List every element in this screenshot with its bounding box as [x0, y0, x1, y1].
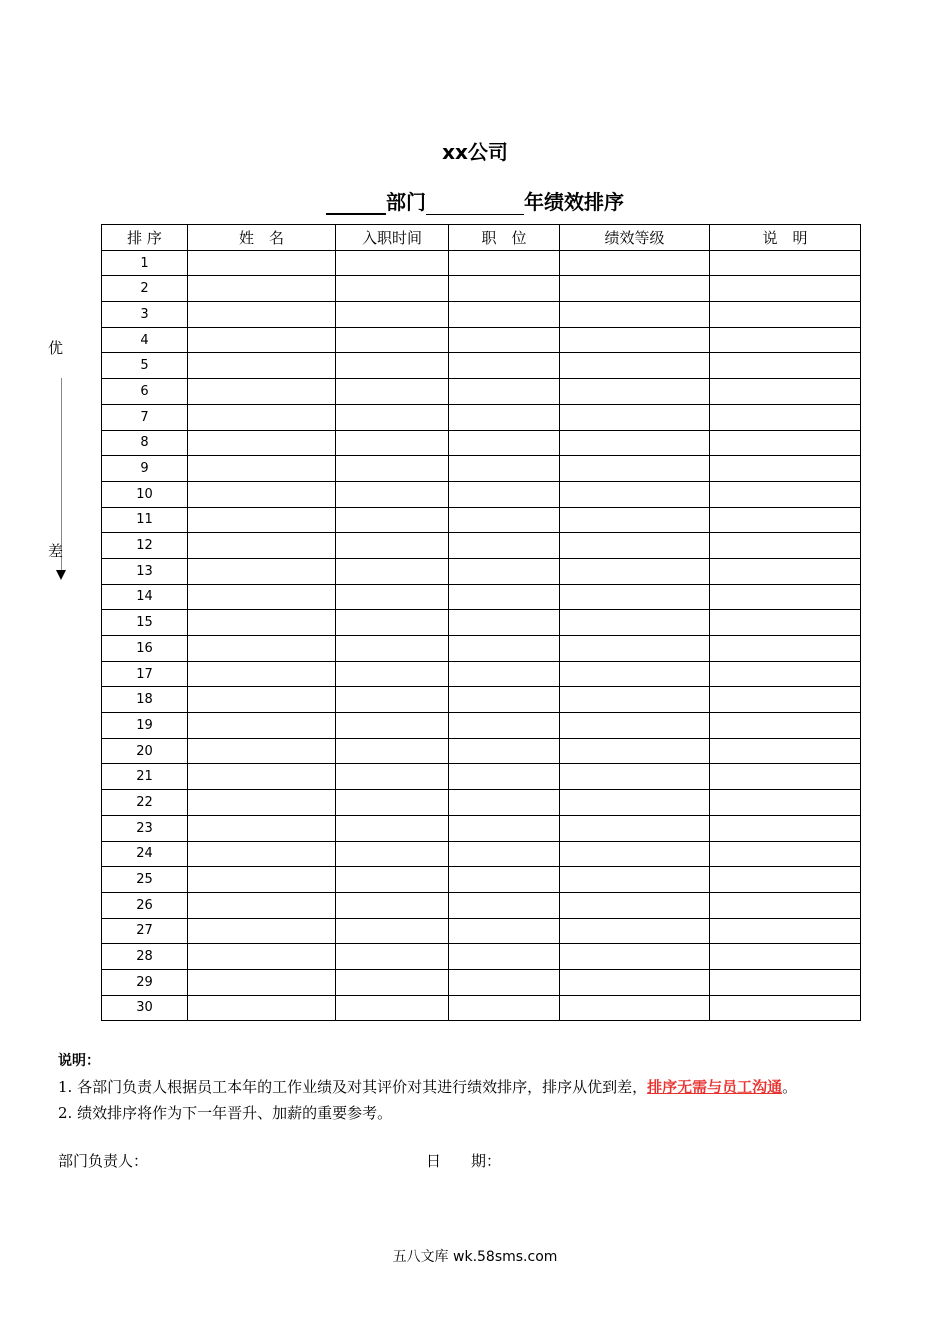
table-row — [102, 379, 861, 405]
position-cell[interactable] — [449, 969, 560, 995]
arrow-down-icon — [56, 570, 66, 580]
name-cell[interactable] — [188, 404, 336, 430]
name-cell[interactable] — [188, 841, 336, 867]
hire-date-cell[interactable] — [336, 302, 449, 328]
notes-section — [58, 1048, 797, 1126]
name-cell[interactable] — [188, 558, 336, 584]
position-cell[interactable] — [449, 250, 560, 276]
grade-cell[interactable] — [560, 995, 710, 1021]
table-row — [102, 250, 861, 276]
name-cell[interactable] — [188, 969, 336, 995]
year-blank[interactable] — [426, 192, 524, 215]
grade-cell[interactable] — [560, 841, 710, 867]
table-row — [102, 404, 861, 430]
table-row — [102, 302, 861, 328]
hire-date-cell[interactable] — [336, 687, 449, 713]
title-rest-label: 年绩效排序 — [524, 190, 624, 214]
hire-date-cell[interactable] — [336, 610, 449, 636]
name-cell[interactable] — [188, 790, 336, 816]
grade-cell[interactable] — [560, 764, 710, 790]
name-cell[interactable] — [188, 610, 336, 636]
table-row — [102, 738, 861, 764]
table-row — [102, 892, 861, 918]
rank-number-cell: 14 — [102, 584, 188, 610]
table-row — [102, 867, 861, 893]
grade-cell[interactable] — [560, 353, 710, 379]
grade-cell[interactable] — [560, 687, 710, 713]
table-row — [102, 610, 861, 636]
hire-date-cell[interactable] — [336, 533, 449, 559]
hire-date-cell[interactable] — [336, 404, 449, 430]
remarks-cell[interactable] — [710, 430, 861, 456]
remarks-cell[interactable] — [710, 867, 861, 893]
remarks-cell[interactable] — [710, 661, 861, 687]
remarks-cell[interactable] — [710, 276, 861, 302]
position-cell[interactable] — [449, 481, 560, 507]
rank-number-cell: 1 — [102, 250, 188, 276]
rank-number-cell: 11 — [102, 507, 188, 533]
grade-cell[interactable] — [560, 404, 710, 430]
page-title — [0, 186, 950, 215]
position-cell[interactable] — [449, 353, 560, 379]
name-cell[interactable] — [188, 353, 336, 379]
name-cell[interactable] — [188, 892, 336, 918]
column-header-position: 职 位 — [449, 225, 560, 251]
rank-number-cell: 20 — [102, 738, 188, 764]
hire-date-cell[interactable] — [336, 430, 449, 456]
grade-cell[interactable] — [560, 944, 710, 970]
hire-date-cell[interactable] — [336, 713, 449, 739]
notes-heading: 说明： — [58, 1053, 100, 1069]
grade-cell[interactable] — [560, 790, 710, 816]
position-cell[interactable] — [449, 687, 560, 713]
side-label-best: 优 — [48, 339, 64, 357]
name-cell[interactable] — [188, 250, 336, 276]
remarks-cell[interactable] — [710, 481, 861, 507]
remarks-cell[interactable] — [710, 404, 861, 430]
rank-number-cell: 12 — [102, 533, 188, 559]
table-row — [102, 276, 861, 302]
position-cell[interactable] — [449, 918, 560, 944]
remarks-cell[interactable] — [710, 944, 861, 970]
name-cell[interactable] — [188, 507, 336, 533]
notes-item-1-highlight: 排序无需与员工沟通 — [647, 1078, 783, 1096]
hire-date-cell[interactable] — [336, 764, 449, 790]
rank-number-cell: 21 — [102, 764, 188, 790]
column-header-remarks: 说 明 — [710, 225, 861, 251]
name-cell[interactable] — [188, 636, 336, 662]
rank-number-cell: 18 — [102, 687, 188, 713]
rank-number-cell: 24 — [102, 841, 188, 867]
name-cell[interactable] — [188, 918, 336, 944]
table-row — [102, 533, 861, 559]
hire-date-cell[interactable] — [336, 815, 449, 841]
position-cell[interactable] — [449, 456, 560, 482]
rank-number-cell: 22 — [102, 790, 188, 816]
rank-number-cell: 16 — [102, 636, 188, 662]
notes-item-1-end: 。 — [782, 1078, 798, 1096]
name-cell[interactable] — [188, 995, 336, 1021]
rank-number-cell: 19 — [102, 713, 188, 739]
hire-date-cell[interactable] — [336, 944, 449, 970]
table-row — [102, 661, 861, 687]
column-header-name: 姓 名 — [188, 225, 336, 251]
table-row — [102, 841, 861, 867]
grade-cell[interactable] — [560, 456, 710, 482]
remarks-cell[interactable] — [710, 302, 861, 328]
grade-cell[interactable] — [560, 507, 710, 533]
rank-number-cell: 10 — [102, 481, 188, 507]
hire-date-cell[interactable] — [336, 250, 449, 276]
remarks-cell[interactable] — [710, 764, 861, 790]
name-cell[interactable] — [188, 713, 336, 739]
grade-cell[interactable] — [560, 815, 710, 841]
grade-cell[interactable] — [560, 327, 710, 353]
table-row — [102, 327, 861, 353]
remarks-cell[interactable] — [710, 790, 861, 816]
footer-watermark: 五八文库 wk.58sms.com — [392, 1249, 558, 1265]
position-cell[interactable] — [449, 507, 560, 533]
grade-cell[interactable] — [560, 533, 710, 559]
table-row — [102, 944, 861, 970]
hire-date-cell[interactable] — [336, 327, 449, 353]
dept-head-signature-label: 部门负责人： — [58, 1152, 149, 1170]
rank-number-cell: 28 — [102, 944, 188, 970]
table-row — [102, 995, 861, 1021]
remarks-cell[interactable] — [710, 713, 861, 739]
name-cell[interactable] — [188, 867, 336, 893]
remarks-cell[interactable] — [710, 327, 861, 353]
name-cell[interactable] — [188, 584, 336, 610]
hire-date-cell[interactable] — [336, 790, 449, 816]
table-row — [102, 969, 861, 995]
name-cell[interactable] — [188, 430, 336, 456]
remarks-cell[interactable] — [710, 815, 861, 841]
position-cell[interactable] — [449, 636, 560, 662]
hire-date-cell[interactable] — [336, 636, 449, 662]
remarks-cell[interactable] — [710, 610, 861, 636]
notes-item-1-text: 1. 各部门负责人根据员工本年的工作业绩及对其评价对其进行绩效排序，排序从优到差， — [58, 1078, 648, 1096]
grade-cell[interactable] — [560, 713, 710, 739]
remarks-cell[interactable] — [710, 507, 861, 533]
name-cell[interactable] — [188, 379, 336, 405]
rank-number-cell: 8 — [102, 430, 188, 456]
remarks-cell[interactable] — [710, 379, 861, 405]
grade-cell[interactable] — [560, 430, 710, 456]
ranking-table — [101, 224, 861, 1021]
grade-cell[interactable] — [560, 661, 710, 687]
title-dept-label: 部门 — [386, 190, 426, 214]
remarks-cell[interactable] — [710, 584, 861, 610]
table-row — [102, 507, 861, 533]
position-cell[interactable] — [449, 738, 560, 764]
table-row — [102, 430, 861, 456]
table-row — [102, 790, 861, 816]
position-cell[interactable] — [449, 558, 560, 584]
position-cell[interactable] — [449, 790, 560, 816]
remarks-cell[interactable] — [710, 918, 861, 944]
hire-date-cell[interactable] — [336, 738, 449, 764]
name-cell[interactable] — [188, 302, 336, 328]
position-cell[interactable] — [449, 302, 560, 328]
hire-date-cell[interactable] — [336, 995, 449, 1021]
notes-item-2: 2. 绩效排序将作为下一年晋升、加薪的重要参考。 — [58, 1104, 393, 1122]
position-cell[interactable] — [449, 404, 560, 430]
remarks-cell[interactable] — [710, 533, 861, 559]
rank-number-cell: 17 — [102, 661, 188, 687]
position-cell[interactable] — [449, 892, 560, 918]
name-cell[interactable] — [188, 687, 336, 713]
rank-number-cell: 13 — [102, 558, 188, 584]
position-cell[interactable] — [449, 584, 560, 610]
rank-number-cell: 15 — [102, 610, 188, 636]
remarks-cell[interactable] — [710, 738, 861, 764]
grade-cell[interactable] — [560, 302, 710, 328]
rank-number-cell: 5 — [102, 353, 188, 379]
hire-date-cell[interactable] — [336, 584, 449, 610]
remarks-cell[interactable] — [710, 636, 861, 662]
grade-cell[interactable] — [560, 379, 710, 405]
table-row — [102, 353, 861, 379]
grade-cell[interactable] — [560, 892, 710, 918]
name-cell[interactable] — [188, 944, 336, 970]
name-cell[interactable] — [188, 276, 336, 302]
position-cell[interactable] — [449, 944, 560, 970]
remarks-cell[interactable] — [710, 456, 861, 482]
position-cell[interactable] — [449, 713, 560, 739]
table-header-row — [102, 225, 861, 251]
grade-cell[interactable] — [560, 250, 710, 276]
position-cell[interactable] — [449, 841, 560, 867]
grade-cell[interactable] — [560, 276, 710, 302]
hire-date-cell[interactable] — [336, 661, 449, 687]
name-cell[interactable] — [188, 533, 336, 559]
remarks-cell[interactable] — [710, 841, 861, 867]
rank-number-cell: 29 — [102, 969, 188, 995]
table-row — [102, 456, 861, 482]
position-cell[interactable] — [449, 327, 560, 353]
grade-cell[interactable] — [560, 969, 710, 995]
grade-cell[interactable] — [560, 918, 710, 944]
date-label: 日 期： — [426, 1152, 502, 1170]
department-blank[interactable] — [326, 191, 386, 215]
column-header-hire-date: 入职时间 — [336, 225, 449, 251]
grade-cell[interactable] — [560, 584, 710, 610]
table-row — [102, 918, 861, 944]
remarks-cell[interactable] — [710, 892, 861, 918]
grade-cell[interactable] — [560, 481, 710, 507]
name-cell[interactable] — [188, 327, 336, 353]
rank-number-cell: 2 — [102, 276, 188, 302]
remarks-cell[interactable] — [710, 558, 861, 584]
hire-date-cell[interactable] — [336, 379, 449, 405]
position-cell[interactable] — [449, 867, 560, 893]
table-row — [102, 481, 861, 507]
rank-number-cell: 30 — [102, 995, 188, 1021]
hire-date-cell[interactable] — [336, 481, 449, 507]
grade-cell[interactable] — [560, 558, 710, 584]
table-row — [102, 713, 861, 739]
rank-number-cell: 4 — [102, 327, 188, 353]
table-row — [102, 815, 861, 841]
table-row — [102, 584, 861, 610]
notes-item-1 — [58, 1074, 797, 1100]
rank-number-cell: 7 — [102, 404, 188, 430]
position-cell[interactable] — [449, 276, 560, 302]
table-row — [102, 636, 861, 662]
hire-date-cell[interactable] — [336, 867, 449, 893]
position-cell[interactable] — [449, 379, 560, 405]
rank-number-cell: 23 — [102, 815, 188, 841]
remarks-cell[interactable] — [710, 353, 861, 379]
company-title: xx公司 — [442, 140, 508, 164]
name-cell[interactable] — [188, 738, 336, 764]
hire-date-cell[interactable] — [336, 276, 449, 302]
hire-date-cell[interactable] — [336, 507, 449, 533]
rank-number-cell: 9 — [102, 456, 188, 482]
grade-cell[interactable] — [560, 867, 710, 893]
name-cell[interactable] — [188, 815, 336, 841]
position-cell[interactable] — [449, 533, 560, 559]
hire-date-cell[interactable] — [336, 892, 449, 918]
hire-date-cell[interactable] — [336, 969, 449, 995]
rank-number-cell: 6 — [102, 379, 188, 405]
table-row — [102, 687, 861, 713]
grade-cell[interactable] — [560, 610, 710, 636]
position-cell[interactable] — [449, 815, 560, 841]
position-cell[interactable] — [449, 610, 560, 636]
rank-number-cell: 26 — [102, 892, 188, 918]
position-cell[interactable] — [449, 661, 560, 687]
hire-date-cell[interactable] — [336, 558, 449, 584]
rank-number-cell: 3 — [102, 302, 188, 328]
side-label-worst: 差 — [48, 542, 64, 560]
hire-date-cell[interactable] — [336, 918, 449, 944]
remarks-cell[interactable] — [710, 969, 861, 995]
grade-cell[interactable] — [560, 738, 710, 764]
remarks-cell[interactable] — [710, 250, 861, 276]
table-row — [102, 558, 861, 584]
name-cell[interactable] — [188, 764, 336, 790]
name-cell[interactable] — [188, 661, 336, 687]
rank-number-cell: 25 — [102, 867, 188, 893]
rank-number-cell: 27 — [102, 918, 188, 944]
grade-cell[interactable] — [560, 636, 710, 662]
position-cell[interactable] — [449, 995, 560, 1021]
name-cell[interactable] — [188, 481, 336, 507]
hire-date-cell[interactable] — [336, 841, 449, 867]
position-cell[interactable] — [449, 764, 560, 790]
column-header-rank: 排 序 — [102, 225, 188, 251]
hire-date-cell[interactable] — [336, 456, 449, 482]
hire-date-cell[interactable] — [336, 353, 449, 379]
position-cell[interactable] — [449, 430, 560, 456]
table-row — [102, 764, 861, 790]
remarks-cell[interactable] — [710, 687, 861, 713]
name-cell[interactable] — [188, 456, 336, 482]
remarks-cell[interactable] — [710, 995, 861, 1021]
column-header-grade: 绩效等级 — [560, 225, 710, 251]
